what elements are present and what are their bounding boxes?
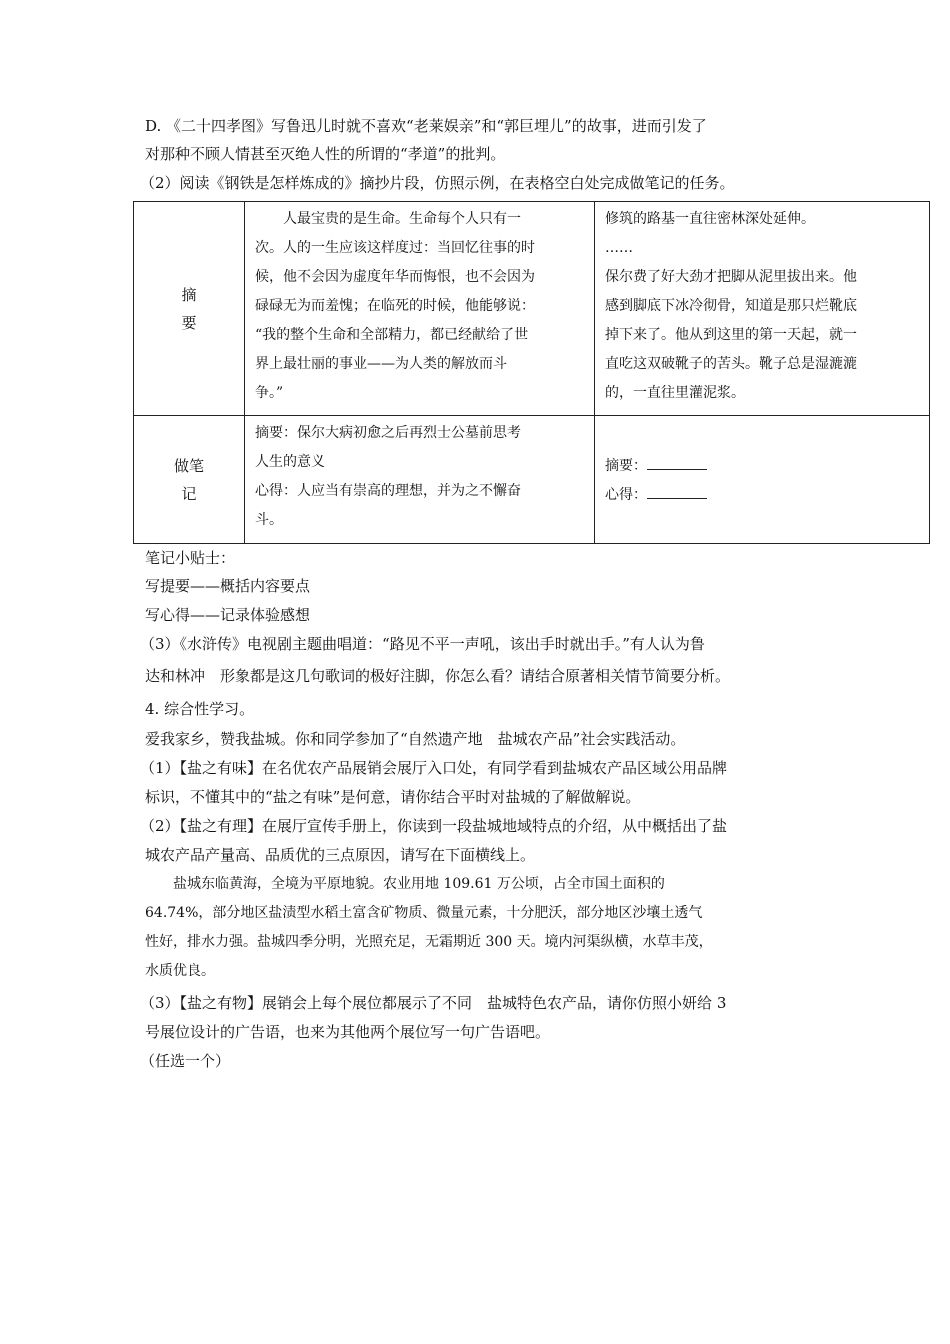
question-2-intro: （2）阅读《钢铁是怎样炼成的》摘抄片段，仿照示例，在表格空白处完成做笔记的任务。 [140,174,735,192]
s4-q1-line-2: 标识，不懂其中的“盐之有味”是何意，请你结合平时对盐城的了解做解说。 [145,788,641,806]
excerpt1-line: 界上最壮丽的事业——为人类的解放而斗 [255,356,507,372]
s4-q3-line-1: （3）【盐之有物】展销会上每个展位都展示了不同 盐城特色农产品，请你仿照小妍给 3 [140,994,727,1012]
note1-line: 斗。 [255,512,283,528]
section-4-title: 4. 综合性学习。 [145,700,255,718]
label-cell-excerpt [134,202,245,416]
excerpt1-line: 人最宝贵的是生命。生命每个人只有一 [255,211,521,227]
tip-line-1: 写提要——概括内容要点 [145,577,311,595]
option-d-line-2: 对那种不顾人情甚至灭绝人性的所谓的“孝道”的批判。 [145,145,506,163]
tip-title: 笔记小贴士： [145,549,236,567]
note1-line: 人生的意义 [255,454,325,470]
summary-blank[interactable] [647,453,707,470]
excerpt2-line: 掉下来了。他从到这里的第一天起，就一 [605,327,857,343]
excerpt1-line: 候，他不会因为虚度年华而悔恨，也不会因为 [255,269,535,285]
passage-line: 性好，排水力强。盐城四季分明，光照充足，无霜期近 300 天。境内河渠纵横，水草丰茂， [145,934,713,950]
excerpt2-line: 直吃这双破靴子的苦头。靴子总是湿漉漉 [605,356,857,372]
s4-q3-line-2: 号展位设计的广告语，也来为其他两个展位写一句广告语吧。 [145,1023,551,1041]
excerpt-cell-1 [245,202,595,416]
table-row-notes [134,416,930,544]
question-3-line-2: 达和林冲 形象都是这几句歌词的极好注脚，你怎么看？请结合原著相关情节简要分析。 [145,667,731,685]
notes-table [133,201,930,544]
passage [145,870,815,986]
s4-q2-line-1: （2）【盐之有理】在展厅宣传手册上，你读到一段盐城地域特点的介绍，从中概括出了盐 [140,817,728,835]
insight-blank[interactable] [647,482,707,499]
excerpt-cell-2 [595,202,930,416]
s4-q1-line-1: （1）【盐之有味】在名优农产品展销会展厅入口处，有同学看到盐城农产品区域公用品牌 [140,759,728,777]
label-cell-notes [134,416,245,544]
label-excerpt-b: 要 [181,313,197,332]
section-4-intro: 爱我家乡，赞我盐城。你和同学参加了“自然遗产地 盐城农产品”社会实践活动。 [145,730,686,748]
excerpt1-line: 争。” [255,385,284,401]
summary-label: 摘要： [605,458,647,474]
table-row-excerpt [134,202,930,416]
excerpt2-line: …… [605,240,633,256]
excerpt1-line: 次。人的一生应该这样度过：当回忆往事的时 [255,240,535,256]
label-notes-a: 做笔 [173,456,204,475]
label-excerpt-a: 摘 [181,285,197,304]
passage-line: 64.74%，部分地区盐渍型水稻土富含矿物质、微量元素，十分肥沃，部分地区沙壤土透气 [145,905,703,921]
excerpt2-line: 修筑的路基一直往密林深处延伸。 [605,211,815,227]
excerpt1-line: 碌碌无为而羞愧；在临死的时候，他能够说： [255,298,535,314]
note1-line: 心得：人应当有崇高的理想，并为之不懈奋 [255,483,521,499]
s4-q3-line-3: （任选一个） [140,1052,231,1070]
note1-line: 摘要：保尔大病初愈之后再烈士公墓前思考 [255,425,521,441]
passage-line: 盐城东临黄海，全境为平原地貌。农业用地 109.61 万公顷，占全市国土面积的 [173,876,665,892]
excerpt2-line: 的，一直往里灌泥浆。 [605,385,745,401]
note-cell-1 [245,416,595,544]
label-notes-b: 记 [181,484,197,503]
tip-line-2: 写心得——记录体验感想 [145,606,311,624]
note-cell-2 [595,416,930,544]
excerpt1-line: “我的整个生命和全部精力，都已经献给了世 [255,327,529,343]
passage-line: 水质优良。 [145,963,215,979]
option-d-line-1: D. 《二十四孝图》写鲁迅儿时就不喜欢“老莱娱亲”和“郭巨埋儿”的故事，进而引发了 [145,117,707,135]
insight-label: 心得： [605,487,647,503]
excerpt2-line: 保尔费了好大劲才把脚从泥里拔出来。他 [605,269,857,285]
s4-q2-line-2: 城农产品产量高、品质优的三点原因，请写在下面横线上。 [145,846,536,864]
excerpt2-line: 感到脚底下冰冷彻骨，知道是那只烂靴底 [605,298,857,314]
question-3-line-1: （3）《水浒传》电视剧主题曲唱道：“路见不平一声吼，该出手时就出手。”有人认为鲁 [140,635,705,653]
